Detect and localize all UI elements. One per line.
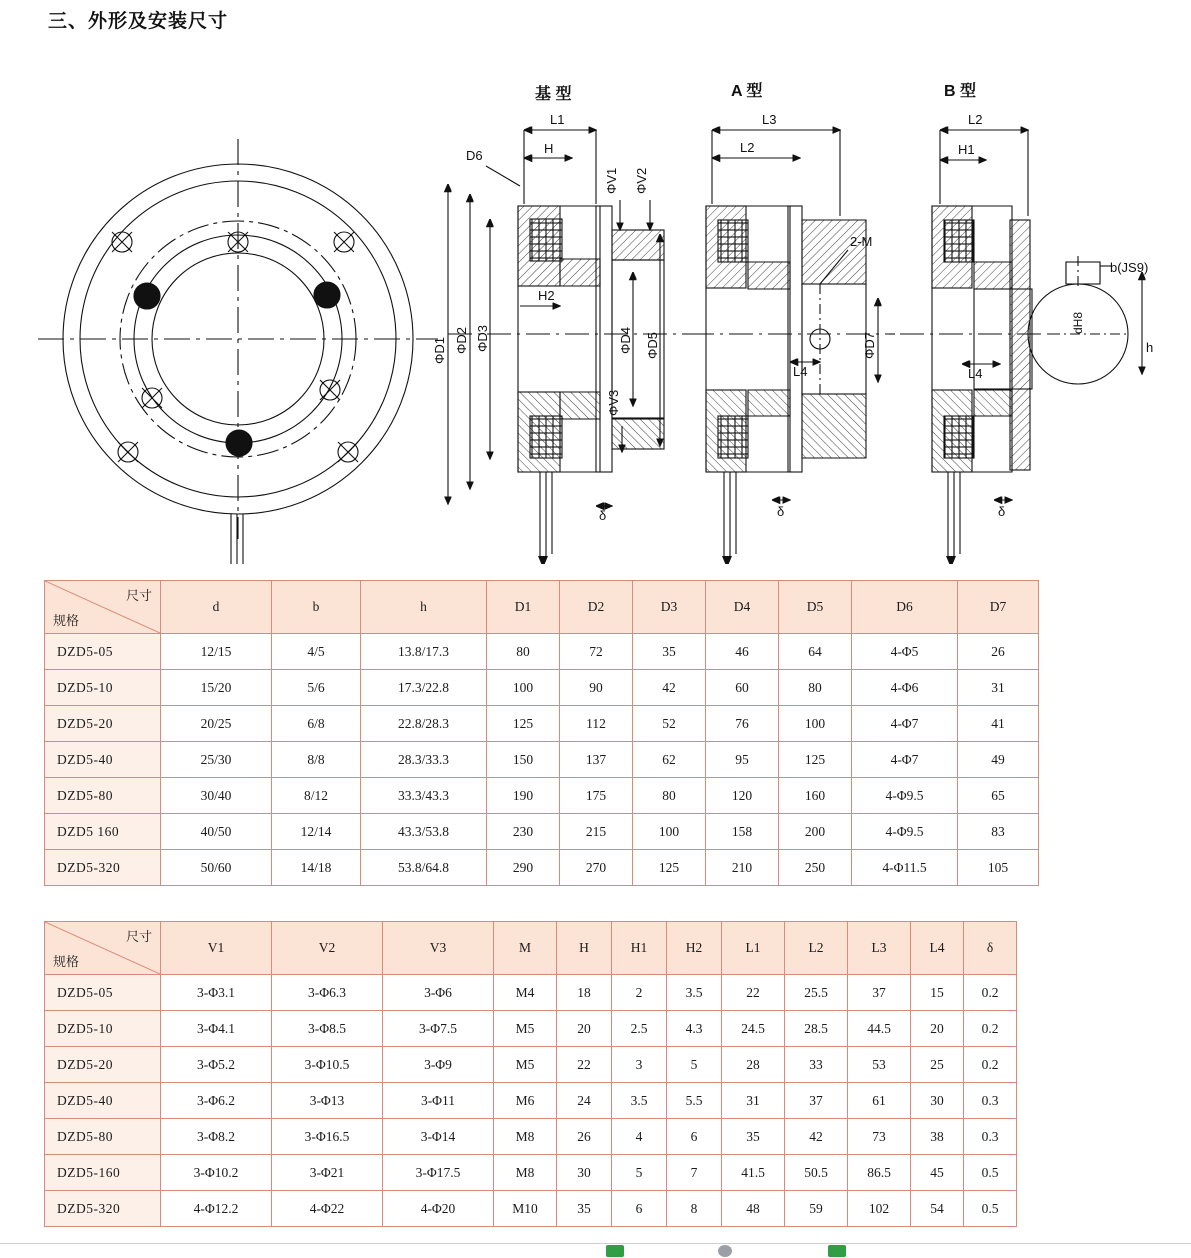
cell-H2: 3.5 xyxy=(667,975,722,1011)
page-title: 三、外形及安装尺寸 xyxy=(48,11,229,32)
cell-D6: 4-Φ9.5 xyxy=(852,814,958,850)
cell-D4: 76 xyxy=(706,706,779,742)
cell-d: 40/50 xyxy=(161,814,272,850)
svg-text:H1: H1 xyxy=(958,142,975,157)
table1-col-D6: D6 xyxy=(852,581,958,634)
table2-header-row xyxy=(45,922,1017,975)
cell-h: 22.8/28.3 xyxy=(361,706,487,742)
cell-V1: 3-Φ10.2 xyxy=(161,1155,272,1191)
table2-corner-top: 尺寸 xyxy=(125,929,152,944)
cell-D4: 95 xyxy=(706,742,779,778)
cell-V1: 3-Φ3.1 xyxy=(161,975,272,1011)
cell-L1: 48 xyxy=(722,1191,785,1227)
cell-L2: 37 xyxy=(785,1083,848,1119)
row-model: DZD5-20 xyxy=(45,1047,161,1083)
cell-D1: 80 xyxy=(487,634,560,670)
cell-h: 13.8/17.3 xyxy=(361,634,487,670)
cell-D5: 200 xyxy=(779,814,852,850)
table1-col-h: h xyxy=(361,581,487,634)
svg-text:δ: δ xyxy=(599,508,607,523)
cell-L1: 35 xyxy=(722,1119,785,1155)
cell-D1: 190 xyxy=(487,778,560,814)
footer-divider xyxy=(0,1243,1191,1258)
cell-δ: 0.2 xyxy=(964,975,1017,1011)
cell-L3: 37 xyxy=(848,975,911,1011)
cell-L2: 42 xyxy=(785,1119,848,1155)
cell-D1: 290 xyxy=(487,850,560,886)
cell-V3: 3-Φ11 xyxy=(383,1083,494,1119)
cell-L4: 30 xyxy=(911,1083,964,1119)
cell-M: M6 xyxy=(494,1083,557,1119)
cell-δ: 0.5 xyxy=(964,1191,1017,1227)
svg-text:ΦD1: ΦD1 xyxy=(432,337,447,364)
cell-D3: 125 xyxy=(633,850,706,886)
cell-D3: 52 xyxy=(633,706,706,742)
svg-text:δ: δ xyxy=(777,504,785,519)
row-model: DZD5-40 xyxy=(45,742,161,778)
cell-D2: 112 xyxy=(560,706,633,742)
table-row xyxy=(45,1047,1017,1083)
cell-b: 8/8 xyxy=(272,742,361,778)
cell-D6: 4-Φ11.5 xyxy=(852,850,958,886)
cell-V1: 3-Φ6.2 xyxy=(161,1083,272,1119)
table1-col-D1: D1 xyxy=(487,581,560,634)
svg-text:ΦV2: ΦV2 xyxy=(634,167,649,194)
cell-H2: 6 xyxy=(667,1119,722,1155)
svg-text:L4: L4 xyxy=(793,364,808,379)
cell-h: 17.3/22.8 xyxy=(361,670,487,706)
footer-icon-2[interactable] xyxy=(718,1245,732,1257)
cell-L1: 22 xyxy=(722,975,785,1011)
svg-text:ΦD2: ΦD2 xyxy=(454,327,469,354)
cell-D7: 65 xyxy=(958,778,1039,814)
table2-col-V1: V1 xyxy=(161,922,272,975)
cell-L3: 44.5 xyxy=(848,1011,911,1047)
cell-D6: 4-Φ7 xyxy=(852,742,958,778)
table-row xyxy=(45,778,1039,814)
cell-V1: 3-Φ4.1 xyxy=(161,1011,272,1047)
table-row xyxy=(45,814,1039,850)
technical-drawing xyxy=(0,34,1191,564)
svg-text:H2: H2 xyxy=(538,288,555,303)
cell-L4: 15 xyxy=(911,975,964,1011)
svg-text:2-M: 2-M xyxy=(850,234,873,249)
cell-δ: 0.2 xyxy=(964,1011,1017,1047)
table2-col-V2: V2 xyxy=(272,922,383,975)
cell-H2: 7 xyxy=(667,1155,722,1191)
svg-text:ΦD3: ΦD3 xyxy=(475,325,490,352)
table-row xyxy=(45,634,1039,670)
cell-L2: 25.5 xyxy=(785,975,848,1011)
table1-corner-bottom: 规格 xyxy=(53,613,80,628)
cell-b: 12/14 xyxy=(272,814,361,850)
cell-D4: 46 xyxy=(706,634,779,670)
cell-L3: 53 xyxy=(848,1047,911,1083)
row-model: DZD5-320 xyxy=(45,1191,161,1227)
dimensions-table-2 xyxy=(44,921,1017,1227)
svg-text:ΦD7: ΦD7 xyxy=(862,332,877,359)
svg-text:ΦD5: ΦD5 xyxy=(645,332,660,359)
table-row xyxy=(45,1155,1017,1191)
cell-H: 18 xyxy=(557,975,612,1011)
cell-H1: 5 xyxy=(612,1155,667,1191)
row-model: DZD5-40 xyxy=(45,1083,161,1119)
cell-H: 20 xyxy=(557,1011,612,1047)
cell-D5: 80 xyxy=(779,670,852,706)
cell-V1: 4-Φ12.2 xyxy=(161,1191,272,1227)
cell-b: 4/5 xyxy=(272,634,361,670)
cell-h: 53.8/64.8 xyxy=(361,850,487,886)
cell-H1: 3 xyxy=(612,1047,667,1083)
cell-L2: 33 xyxy=(785,1047,848,1083)
cell-L1: 41.5 xyxy=(722,1155,785,1191)
cell-D6: 4-Φ7 xyxy=(852,706,958,742)
table1-corner-top: 尺寸 xyxy=(125,588,152,603)
cell-M: M4 xyxy=(494,975,557,1011)
cell-H1: 4 xyxy=(612,1119,667,1155)
cell-M: M8 xyxy=(494,1155,557,1191)
cell-D1: 230 xyxy=(487,814,560,850)
table-row xyxy=(45,1119,1017,1155)
cell-H: 35 xyxy=(557,1191,612,1227)
cell-δ: 0.2 xyxy=(964,1047,1017,1083)
cell-d: 15/20 xyxy=(161,670,272,706)
cell-H: 24 xyxy=(557,1083,612,1119)
cell-H1: 6 xyxy=(612,1191,667,1227)
cell-d: 12/15 xyxy=(161,634,272,670)
svg-text:dH8: dH8 xyxy=(1071,311,1085,334)
table2-col-H: H xyxy=(557,922,612,975)
cell-H1: 2.5 xyxy=(612,1011,667,1047)
cell-V2: 3-Φ16.5 xyxy=(272,1119,383,1155)
table1-header-row xyxy=(45,581,1039,634)
cell-D7: 31 xyxy=(958,670,1039,706)
table2-corner-bottom: 规格 xyxy=(53,954,80,969)
cell-H2: 5 xyxy=(667,1047,722,1083)
cell-D6: 4-Φ9.5 xyxy=(852,778,958,814)
row-model: DZD5-05 xyxy=(45,634,161,670)
cell-D7: 83 xyxy=(958,814,1039,850)
table1-col-d: d xyxy=(161,581,272,634)
row-model: DZD5 160 xyxy=(45,814,161,850)
table-row xyxy=(45,1191,1017,1227)
cell-L3: 61 xyxy=(848,1083,911,1119)
cell-D3: 35 xyxy=(633,634,706,670)
table1-col-D4: D4 xyxy=(706,581,779,634)
table1-col-D5: D5 xyxy=(779,581,852,634)
table1-col-D7: D7 xyxy=(958,581,1039,634)
cell-d: 30/40 xyxy=(161,778,272,814)
svg-text:L2: L2 xyxy=(740,140,755,155)
cell-D4: 210 xyxy=(706,850,779,886)
cell-D7: 26 xyxy=(958,634,1039,670)
svg-text:L3: L3 xyxy=(762,112,777,127)
cell-M: M5 xyxy=(494,1011,557,1047)
cell-D3: 62 xyxy=(633,742,706,778)
cell-H2: 5.5 xyxy=(667,1083,722,1119)
cell-D2: 90 xyxy=(560,670,633,706)
footer-icon-3[interactable] xyxy=(828,1245,846,1257)
cell-H2: 8 xyxy=(667,1191,722,1227)
cell-b: 14/18 xyxy=(272,850,361,886)
svg-text:b(JS9): b(JS9) xyxy=(1110,260,1149,275)
cell-b: 5/6 xyxy=(272,670,361,706)
cell-H: 22 xyxy=(557,1047,612,1083)
row-model: DZD5-05 xyxy=(45,975,161,1011)
cell-D7: 49 xyxy=(958,742,1039,778)
cell-d: 25/30 xyxy=(161,742,272,778)
table2-col-H1: H1 xyxy=(612,922,667,975)
table2-col-L1: L1 xyxy=(722,922,785,975)
cell-b: 6/8 xyxy=(272,706,361,742)
cell-V3: 3-Φ14 xyxy=(383,1119,494,1155)
cell-δ: 0.3 xyxy=(964,1083,1017,1119)
cell-b: 8/12 xyxy=(272,778,361,814)
table2-col-L3: L3 xyxy=(848,922,911,975)
svg-text:A 型: A 型 xyxy=(731,83,763,100)
cell-M: M10 xyxy=(494,1191,557,1227)
table1-corner-cell xyxy=(45,581,161,634)
table1-col-D3: D3 xyxy=(633,581,706,634)
cell-d: 50/60 xyxy=(161,850,272,886)
table1-col-b: b xyxy=(272,581,361,634)
table2-col-L2: L2 xyxy=(785,922,848,975)
svg-text:L2: L2 xyxy=(968,112,983,127)
cell-L3: 73 xyxy=(848,1119,911,1155)
cell-V2: 3-Φ8.5 xyxy=(272,1011,383,1047)
cell-V1: 3-Φ5.2 xyxy=(161,1047,272,1083)
cell-D4: 158 xyxy=(706,814,779,850)
cell-V2: 4-Φ22 xyxy=(272,1191,383,1227)
cell-D6: 4-Φ5 xyxy=(852,634,958,670)
cell-δ: 0.5 xyxy=(964,1155,1017,1191)
cell-δ: 0.3 xyxy=(964,1119,1017,1155)
cell-d: 20/25 xyxy=(161,706,272,742)
table-row xyxy=(45,850,1039,886)
cell-D2: 215 xyxy=(560,814,633,850)
cell-L2: 28.5 xyxy=(785,1011,848,1047)
cell-L3: 86.5 xyxy=(848,1155,911,1191)
table-row xyxy=(45,706,1039,742)
cell-D3: 42 xyxy=(633,670,706,706)
cell-V1: 3-Φ8.2 xyxy=(161,1119,272,1155)
cell-D2: 137 xyxy=(560,742,633,778)
table-row xyxy=(45,1083,1017,1119)
cell-V2: 3-Φ6.3 xyxy=(272,975,383,1011)
cell-H1: 2 xyxy=(612,975,667,1011)
cell-V2: 3-Φ10.5 xyxy=(272,1047,383,1083)
svg-text:H: H xyxy=(544,141,554,156)
cell-D4: 60 xyxy=(706,670,779,706)
cell-H: 26 xyxy=(557,1119,612,1155)
svg-text:ΦV1: ΦV1 xyxy=(604,167,619,194)
row-model: DZD5-320 xyxy=(45,850,161,886)
svg-text:δ: δ xyxy=(998,504,1006,519)
cell-h: 28.3/33.3 xyxy=(361,742,487,778)
table2-col-L4: L4 xyxy=(911,922,964,975)
row-model: DZD5-80 xyxy=(45,778,161,814)
cell-D5: 100 xyxy=(779,706,852,742)
cell-L4: 25 xyxy=(911,1047,964,1083)
svg-text:L4: L4 xyxy=(968,366,983,381)
table-row xyxy=(45,670,1039,706)
cell-L4: 20 xyxy=(911,1011,964,1047)
cell-L4: 38 xyxy=(911,1119,964,1155)
footer-icon-1[interactable] xyxy=(606,1245,624,1257)
table-row xyxy=(45,742,1039,778)
cell-V3: 3-Φ6 xyxy=(383,975,494,1011)
cell-D5: 250 xyxy=(779,850,852,886)
svg-text:基 型: 基 型 xyxy=(535,86,572,103)
cell-h: 33.3/43.3 xyxy=(361,778,487,814)
cell-V2: 3-Φ13 xyxy=(272,1083,383,1119)
table2-col-M: M xyxy=(494,922,557,975)
table2-col-delta: δ xyxy=(964,922,1017,975)
cell-V3: 3-Φ7.5 xyxy=(383,1011,494,1047)
row-model: DZD5-160 xyxy=(45,1155,161,1191)
cell-H: 30 xyxy=(557,1155,612,1191)
cell-V3: 3-Φ17.5 xyxy=(383,1155,494,1191)
cell-L2: 50.5 xyxy=(785,1155,848,1191)
svg-text:L1: L1 xyxy=(550,112,565,127)
row-model: DZD5-80 xyxy=(45,1119,161,1155)
cell-D7: 41 xyxy=(958,706,1039,742)
cell-D6: 4-Φ6 xyxy=(852,670,958,706)
cell-M: M5 xyxy=(494,1047,557,1083)
table2-col-V3: V3 xyxy=(383,922,494,975)
table-row xyxy=(45,975,1017,1011)
svg-text:D6: D6 xyxy=(466,148,483,163)
table-row xyxy=(45,1011,1017,1047)
table2-col-H2: H2 xyxy=(667,922,722,975)
dimensions-table-1 xyxy=(44,580,1039,886)
cell-D4: 120 xyxy=(706,778,779,814)
row-model: DZD5-20 xyxy=(45,706,161,742)
row-model: DZD5-10 xyxy=(45,1011,161,1047)
cell-L4: 54 xyxy=(911,1191,964,1227)
cell-L1: 28 xyxy=(722,1047,785,1083)
cell-H1: 3.5 xyxy=(612,1083,667,1119)
cell-D1: 150 xyxy=(487,742,560,778)
cell-D1: 125 xyxy=(487,706,560,742)
cell-M: M8 xyxy=(494,1119,557,1155)
cell-L1: 24.5 xyxy=(722,1011,785,1047)
table2-corner-cell xyxy=(45,922,161,975)
cell-D5: 125 xyxy=(779,742,852,778)
cell-V2: 3-Φ21 xyxy=(272,1155,383,1191)
cell-D3: 80 xyxy=(633,778,706,814)
svg-text:ΦD4: ΦD4 xyxy=(618,327,633,354)
cell-L1: 31 xyxy=(722,1083,785,1119)
cell-D1: 100 xyxy=(487,670,560,706)
table1-col-D2: D2 xyxy=(560,581,633,634)
cell-L4: 45 xyxy=(911,1155,964,1191)
cell-L2: 59 xyxy=(785,1191,848,1227)
cell-L3: 102 xyxy=(848,1191,911,1227)
cell-D2: 270 xyxy=(560,850,633,886)
cell-H2: 4.3 xyxy=(667,1011,722,1047)
cell-D7: 105 xyxy=(958,850,1039,886)
cell-D5: 160 xyxy=(779,778,852,814)
svg-text:h: h xyxy=(1146,340,1154,355)
cell-h: 43.3/53.8 xyxy=(361,814,487,850)
cell-D5: 64 xyxy=(779,634,852,670)
cell-V3: 3-Φ9 xyxy=(383,1047,494,1083)
cell-D2: 175 xyxy=(560,778,633,814)
cell-V3: 4-Φ20 xyxy=(383,1191,494,1227)
cell-D2: 72 xyxy=(560,634,633,670)
svg-text:B 型: B 型 xyxy=(944,83,977,100)
row-model: DZD5-10 xyxy=(45,670,161,706)
svg-text:ΦV3: ΦV3 xyxy=(606,389,621,416)
cell-D3: 100 xyxy=(633,814,706,850)
